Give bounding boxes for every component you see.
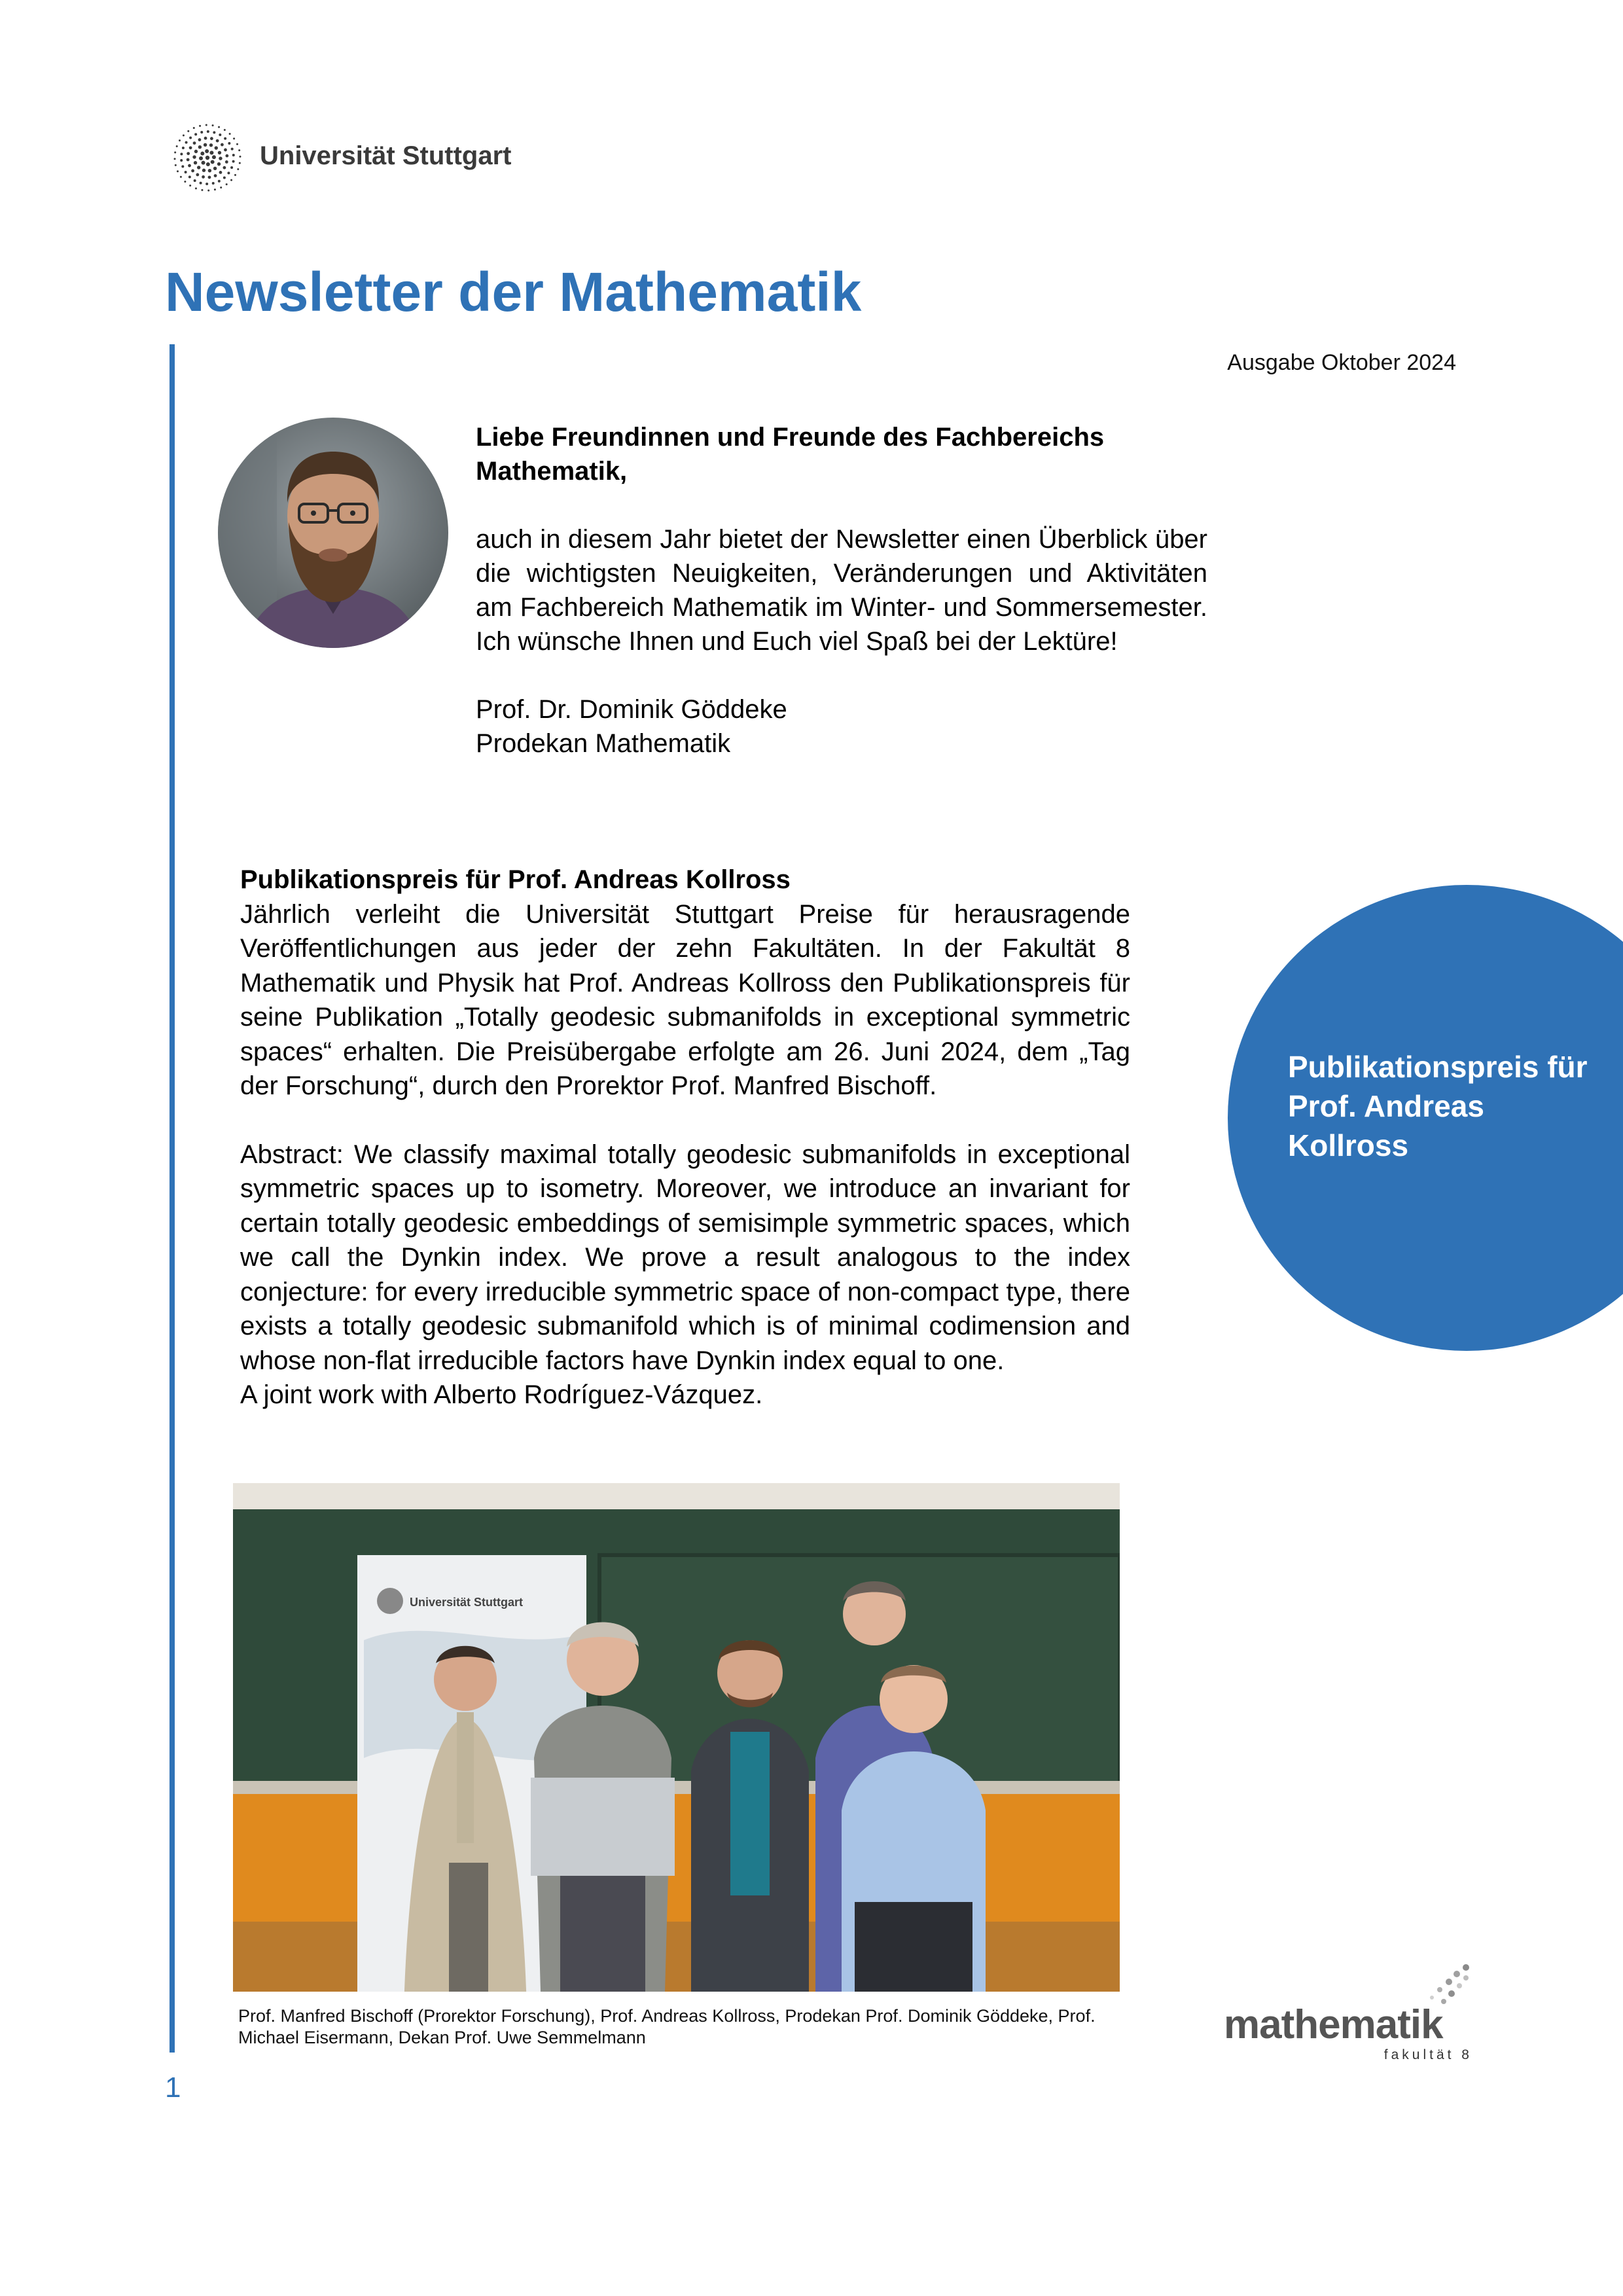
article-publication-prize <box>240 863 1130 1412</box>
mathematik-logo <box>1224 1964 1472 2062</box>
logo-subtitle: fakultät 8 <box>1383 2047 1472 2062</box>
article-abstract: Abstract: We classify maximal totally geodesic submanifolds in exceptional symmetric spaces up to isometry. Moreover, we introduce an invariant for certain totally geodesic embeddings of semisimple symmetric spaces, which we call the Dynkin index. We prove a result analogous to the index conjecture: for every irreducible symmetric space of non-compact type, there exists a totally geodesic submanifold which is of minimal codimension and whose non-flat irreducible factors have Dynkin index equal to one. <box>240 1139 1130 1375</box>
signature-role: Prodekan Mathematik <box>476 729 731 758</box>
award-group-photo <box>233 1483 1120 1992</box>
page-number: 1 <box>165 2072 181 2104</box>
intro-text: auch in diesem Jahr bietet der Newsletter einen Überblick über die wichtigsten Neuigkeiten, Veränderungen und Aktivitäten am Fachbereich Mathematik im Winter- und Sommersemester. Ich wünsche Ihnen und Euch viel Spaß bei der Lektüre! <box>476 525 1207 656</box>
photo-caption: Prof. Manfred Bischoff (Prorektor Forschung), Prof. Andreas Kollross, Prodekan Prof. Dominik Göddeke, Prof. Michael Eisermann, Dekan Prof. Uwe Semmelmann <box>238 2006 1096 2047</box>
university-logo <box>171 122 512 194</box>
callout-text: Publikationspreis für Prof. Andreas Kollross <box>1288 1050 1588 1162</box>
university-seal-icon <box>171 122 243 194</box>
intro-greeting: Liebe Freundinnen und Freunde des Fachbereichs Mathematik, <box>476 423 1105 486</box>
article-heading: Publikationspreis für Prof. Andreas Kollross <box>240 865 791 894</box>
university-name: Universität Stuttgart <box>260 141 512 170</box>
intro-section <box>476 420 1207 761</box>
article-body: Jährlich verleiht die Universität Stuttgart Preise für herausragende Veröffentlichungen aus jeder der zehn Fakultäten. In der Fakultät 8 Mathematik und Physik hat Prof. Andreas Kollross den Publikationspreis für seine Publikation „Totally geodesic submanifolds in exceptional symmetric spaces“ erhalten. Die Preisübergabe erfolgte am 26. Juni 2024, dem „Tag der Forschung“, durch den Prorektor Prof. Manfred Bischoff. <box>240 899 1130 1100</box>
logo-word: mathematik <box>1224 2002 1443 2047</box>
banner-text: Universität Stuttgart <box>410 1596 524 1609</box>
prodekan-portrait <box>218 418 448 648</box>
article-joint-work: A joint work with Alberto Rodríguez-Vázquez. <box>240 1380 763 1409</box>
side-accent-bar <box>169 344 175 2053</box>
issue-date: Ausgabe Oktober 2024 <box>1227 350 1456 375</box>
newsletter-title: Newsletter der Mathematik <box>165 261 862 323</box>
signature-name: Prof. Dr. Dominik Göddeke <box>476 695 787 724</box>
